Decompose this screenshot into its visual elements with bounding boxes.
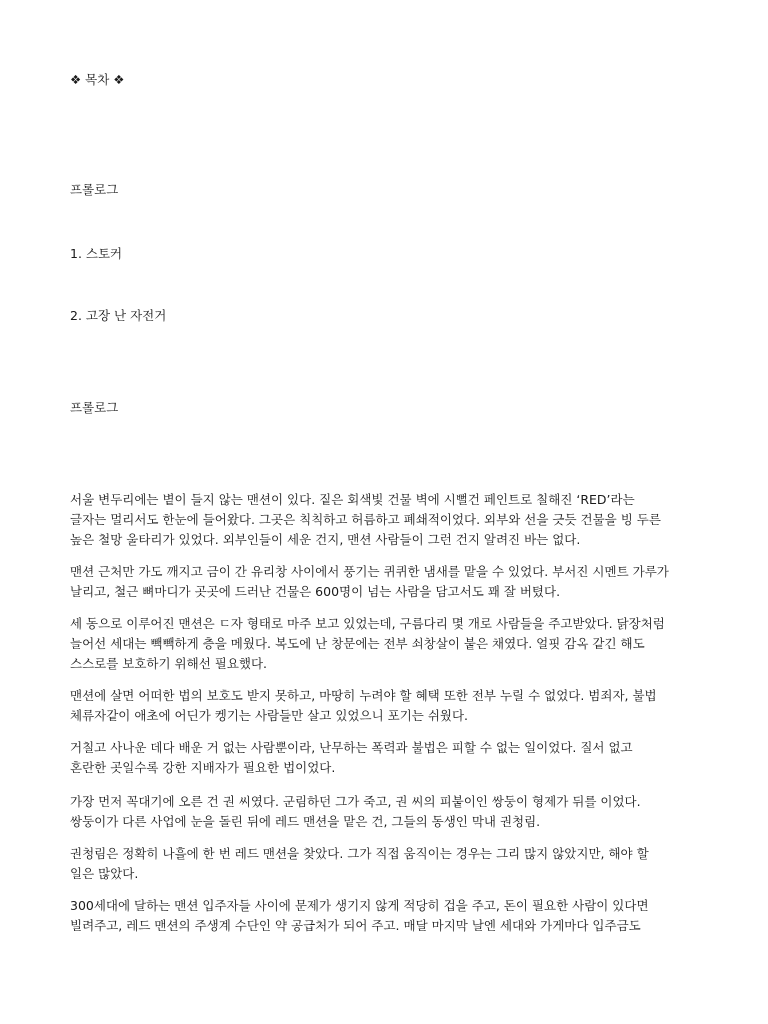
toc-item-broken-bicycle: 2. 고장 난 자전거 bbox=[70, 308, 167, 323]
chapter-title: 프롤로그 bbox=[70, 400, 119, 415]
toc-heading: ❖ 목차 ❖ bbox=[70, 72, 125, 87]
paragraph-1: 서울 변두리에는 볕이 들지 않는 맨션이 있다. 짙은 회색빛 건물 벽에 시뻘건 페인트로 칠해진 ‘RED’라는 글자는 멀리서도 한눈에 들어왔다. 그곳은 칙칙하고 허름하고 폐쇄적이었다. 외부와 선을 긋듯 건물을 빙 두른 높은 철망 울타리가 있었다. 외부인들이 세운 건지, 맨션 사람들이 그런 건지 알려진 바는 없다. bbox=[70, 492, 661, 547]
paragraph-8: 300세대에 달하는 맨션 입주자들 사이에 문제가 생기지 않게 적당히 겁을 주고, 돈이 필요한 사람이 있다면 빌려주고, 레드 맨션의 주생계 수단인 약 공급처가 되어 주고. 매달 마지막 날엔 세대와 가게마다 입주금도 bbox=[70, 898, 649, 933]
paragraph-7: 권청림은 정확히 나흘에 한 번 레드 맨션을 찾았다. 그가 직접 움직이는 경우는 그리 많지 않았지만, 해야 할 일은 많았다. bbox=[70, 846, 649, 881]
paragraph-6: 가장 먼저 꼭대기에 오른 건 권 씨였다. 군림하던 그가 죽고, 권 씨의 피붙이인 쌍둥이 형제가 뒤를 이었다. 쌍둥이가 다른 사업에 눈을 돌린 뒤에 레드 맨션을 맡은 건, 그들의 동생인 막내 권청림. bbox=[70, 794, 641, 829]
paragraph-4: 맨션에 살면 어떠한 법의 보호도 받지 못하고, 마땅히 누려야 할 혜택 또한 전부 누릴 수 없었다. 범죄자, 불법 체류자같이 애초에 어딘가 켕기는 사람들만 살고 있었으니 포기는 쉬웠다. bbox=[70, 688, 657, 723]
toc-item-prologue: 프롤로그 bbox=[70, 182, 119, 197]
paragraph-5: 거칠고 사나운 데다 배운 거 없는 사람뿐이라, 난무하는 폭력과 불법은 피할 수 없는 일이었다. 질서 없고 혼란한 곳일수록 강한 지배자가 필요한 법이었다. bbox=[70, 740, 633, 775]
paragraph-2: 맨션 근처만 가도 깨지고 금이 간 유리창 사이에서 풍기는 퀴퀴한 냄새를 맡을 수 있었다. 부서진 시멘트 가루가 날리고, 철근 뼈마디가 곳곳에 드러난 건물은 600명이 넘는 사람을 담고서도 꽤 잘 버텼다. bbox=[70, 564, 669, 599]
toc-item-stalker: 1. 스토커 bbox=[70, 246, 123, 261]
paragraph-3: 세 동으로 이루어진 맨션은 ㄷ자 형태로 마주 보고 있었는데, 구름다리 몇 개로 사람들을 주고받았다. 닭장처럼 늘어선 세대는 빽빽하게 층을 메웠다. 복도에 난 창문에는 전부 쇠창살이 붙은 채였다. 얼핏 감옥 같긴 해도 스스로를 보호하기 위해선 필요했다. bbox=[70, 616, 665, 671]
